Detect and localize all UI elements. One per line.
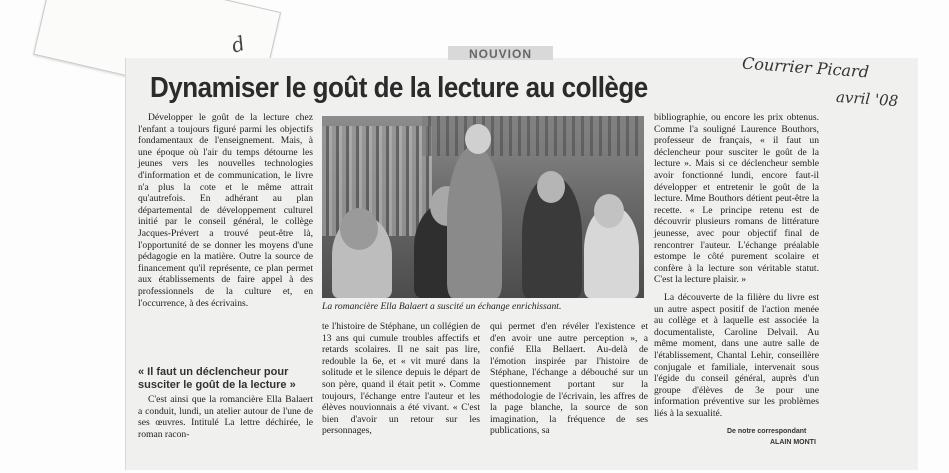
photo-student-left-head xyxy=(340,208,378,250)
article-photo xyxy=(322,116,644,298)
article-column-1 xyxy=(138,112,313,309)
photo-ceiling xyxy=(422,116,644,156)
note-letter: d xyxy=(228,31,248,58)
byline-author: ALAIN MONTI xyxy=(770,439,816,446)
column-2-paragraph: te l'histoire de Stéphane, un collégien de 13 ans qui cumule troubles affectifs et retards scolaires. Il ne sait pas lire, redouble la 6e, et « vit muré dans la solitude et le silence depuis le départ de son père, quand il était petit ». Comme toujours, l'échange entre l'auteur et les élèves nouvionnais a été vivant. « C'est bien d'avoir un retour sur les personnages, xyxy=(322,321,480,437)
article-column-3 xyxy=(490,321,648,437)
article-subheading: « Il faut un déclencheur pour susciter le goût de la lecture » xyxy=(138,366,296,391)
photo-standing-person xyxy=(447,146,502,298)
note-scribble xyxy=(110,0,127,2)
handwritten-date: avril '08 xyxy=(835,87,899,111)
column-1-paragraph: Développer le goût de la lecture chez l'enfant a toujours figuré parmi les objectifs fondamentaux de l'enseignement. Mais, à une époque où l'air du temps détourne les jeunes vers les nouvelles technologies d'information et de communication, le livre n'a plus la cote et le même attrait qu'autrefois. En adhérant au plan départemental de développement culturel initié par le conseil général, le collège Jacques-Prévert a trouvé peut-être là, l'opportunité de se donner les moyens d'une pédagogie en la matière. Outre la source de financement qu'il représente, ce plan permet aux établissements de faire appel à des professionnels de la culture et, en l'occurrence, à des écrivains. xyxy=(138,112,313,309)
article-column-4-continued xyxy=(654,292,819,420)
column-4-paragraph: bibliographie, ou encore les prix obtenus. Comme l'a souligné Laurence Bouthors, professeur de français, « il faut un déclencheur pour susciter le goût de la lecture ». Mais si ce déclencheur semble avoir fonctionné lundi, encore faut-il développer et entretenir le goût de la lecture. Mme Bouthors détient peut-être la recette. « Le principe retenu est de découvrir plusieurs romans de littérature jeunesse, avec pour objectif final de rencontrer l'auteur. L'échange préalable estompe le côté purement scolaire et confère à la lecture son véritable statut. C'est la lecture plaisir. » xyxy=(654,112,819,286)
column-3-paragraph: qui permet d'en révéler l'existence et d'en avoir une autre perception », a confié Ella Bellaert. Au-delà de l'émotion inspirée par l'histoire de Stéphane, l'échange a débouché sur un questionnement portant sur la méthodologie de l'écrivain, les affres de la page blanche, la source de son imagination, la fréquence de ses publications, sa xyxy=(490,321,648,437)
photo-student-group-head xyxy=(537,171,565,203)
column-1b-paragraph: C'est ainsi que la romancière Ella Balaert a conduit, lundi, un atelier autour de l'une de ses œuvres. Intitulé La lettre déchirée, le roman racon- xyxy=(138,394,313,440)
article-column-1-continued xyxy=(138,394,313,440)
photo-caption: La romancière Ella Balaert a suscité un échange enrichissant. xyxy=(322,301,562,312)
handwritten-source: Courrier Picard xyxy=(741,53,870,82)
photo-bookshelf xyxy=(322,126,432,236)
photo-standing-person-head xyxy=(465,124,491,154)
byline-label: De notre correspondant xyxy=(727,428,807,435)
article-headline: Dynamiser le goût de la lecture au collège xyxy=(150,70,648,104)
article-column-2 xyxy=(322,321,480,437)
section-kicker: NOUVION xyxy=(448,46,553,60)
photo-student-right-head xyxy=(594,194,624,228)
article-column-4 xyxy=(654,112,819,286)
column-4b-paragraph: La découverte de la filière du livre est un autre aspect positif de l'action menée au collège et à laquelle est associée la documentaliste, Caroline Delvail. Au même moment, dans une autre salle de l'établissement, Chantal Lehir, conseillère conjugale et familiale, intervenait sous l'égide du conseil général, auprès d'un groupe d'élèves de 3e pour une information préventive sur les problèmes liés à la sexualité. xyxy=(654,292,819,419)
